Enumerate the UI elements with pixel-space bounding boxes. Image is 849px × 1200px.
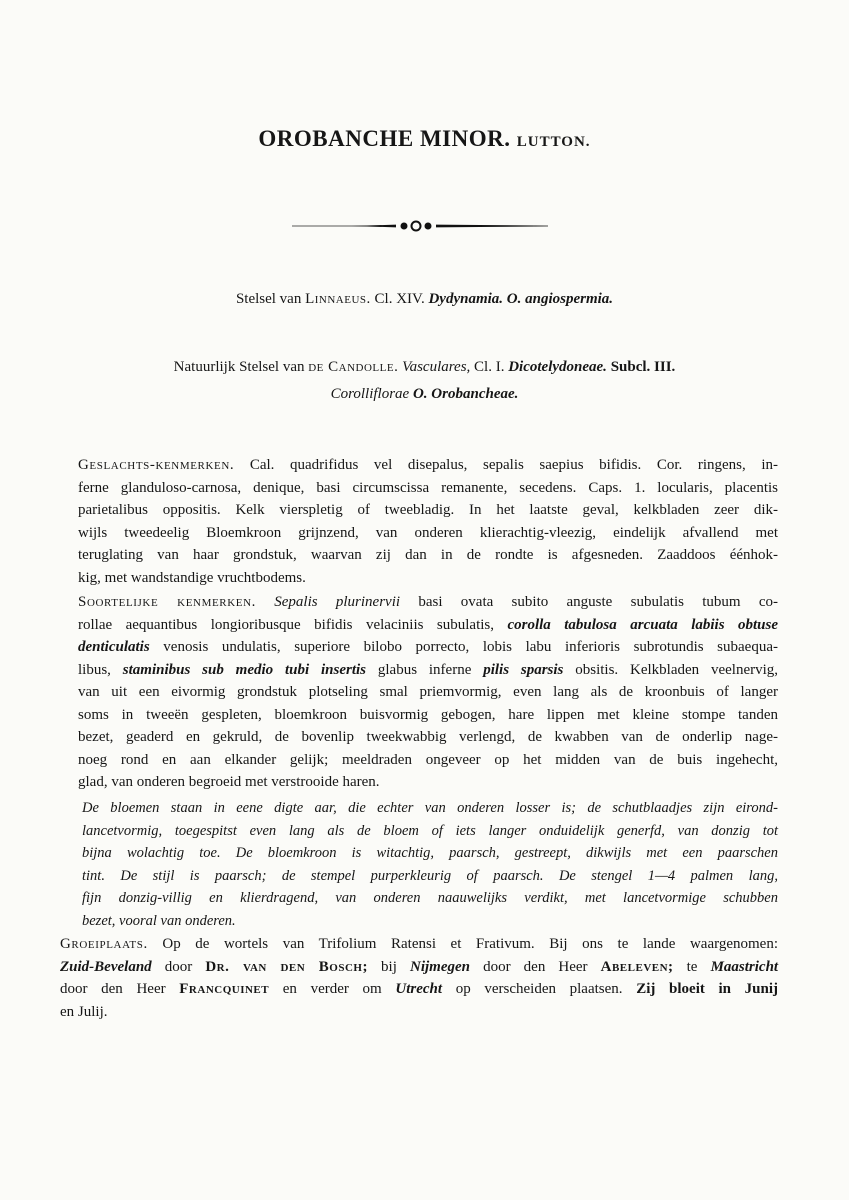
species-author: LUTTON. [516, 134, 591, 150]
linnaeus-system-line [0, 291, 849, 308]
paragraph-line: ferne glanduloso-carnosa, denique, basi circumscissa remanente, secedens. Caps. 1. locularis, placentis [78, 479, 778, 496]
text-fragment: en verder om [282, 981, 382, 997]
system-prefix: Natuurlijk Stelsel van [173, 359, 305, 375]
text-fragment: te [686, 958, 698, 975]
genus-characters-paragraph [78, 454, 778, 589]
paragraph-line: lancetvormig, toegespitst even lang als de bloem of iets langer onduidelijk generfd, van donzig tot [82, 822, 778, 839]
paragraph-line: bijna wolachtig toe. De bloemkroon is witachtig, paarsch, gestreept, dikwijls met een paarschen [82, 845, 778, 861]
latin-italic: pilis sparsis [483, 661, 564, 678]
linnaeus-name: Linnaeus. [305, 291, 371, 307]
latin-italic: staminibus sub medio tubi insertis [122, 661, 367, 678]
latin-italic: denticulatis [78, 639, 150, 655]
latin-text: obsitis. Kelkbladen veelnervig, [575, 661, 779, 678]
place-name: Utrecht [395, 981, 443, 997]
ornament-divider [292, 218, 552, 234]
latin-italic: Sepalis plurinervii [274, 594, 401, 610]
paragraph-line: teruglating van haar grondstuk, waarvan zij dan in de rondte is afgesneden. Zaaddoos éénhok- [78, 547, 778, 563]
paragraph-line: fijn donzig-villig en klierdragend, van onderen naauwelijks verdikt, met lancetvormige schubben [82, 890, 778, 906]
text-fragment: door [164, 958, 193, 975]
latin-italic: corolla tabulosa arcuata labiis obtuse [507, 616, 779, 633]
paragraph-line: tint. De stijl is paarsch; de stempel purperkleurig of paarsch. De stengel 1—4 palmen lang, [82, 867, 778, 884]
paragraph-line: bezet, vooral van onderen. [82, 912, 236, 929]
linnaeus-order: Dydynamia. [428, 291, 504, 307]
paragraph-line: De bloemen staan in eene digte aar, die echter van onderen losser is; de schutblaadjes zijn eirond- [82, 800, 778, 816]
place-name: Zuid-Beveland [60, 958, 152, 975]
paragraph-line: parietalibus oppositis. Kelk vierspletig of tweebladig. In het laatste geval, kelkbladen zeer dik- [78, 502, 778, 518]
candolle-classname: Dicotelydoneae. [508, 359, 607, 375]
genus-characters-heading: Geslachts-kenmerken. [78, 457, 235, 473]
latin-text: venosis undulatis, superiore bilobo porrecto, lobis labu inferioris subrotundis subaequa- [163, 639, 778, 655]
species-name: OROBANCHE MINOR. [258, 126, 511, 151]
habitat-heading: Groeiplaats. [60, 936, 148, 952]
habitat-paragraph [60, 933, 778, 1023]
text-fragment: op verscheiden plaatsen. [455, 981, 623, 997]
person-name: Francquinet [179, 981, 270, 997]
paragraph-line: en Julij. [60, 1003, 108, 1020]
paragraph-line: Cal. quadrifidus vel disepalus, sepalis saepius bifidis. Cor. ringens, in- [249, 457, 778, 473]
system-prefix: Stelsel van [235, 291, 302, 307]
paragraph-line: kig, met wandstandige vruchtbodems. [78, 569, 306, 586]
person-name: Dr. van den Bosch; [205, 958, 368, 975]
text-fragment: bij [381, 958, 397, 975]
linnaeus-class: Cl. XIV. [374, 291, 425, 307]
candolle-name: de Candolle. [308, 359, 399, 375]
person-name: Abeleven; [600, 958, 674, 975]
species-characters-paragraph [78, 591, 778, 794]
text-fragment: Zij bloeit in Junij [636, 981, 779, 997]
paragraph-line: van uit een eivormig grondstuk plotseling smal priemvormig, even lang als de kroonbuis of langer [78, 684, 778, 700]
paragraph-line: bezet, geaderd en gekruld, de bovenlip tweekwabbig verlengd, de kwabben van de onderlip nage- [78, 729, 778, 745]
candolle-subclassname: Corolliflorae [330, 386, 410, 402]
latin-text: rollae aequantibus longioribusque bifidis velaciniis subulatis, [78, 616, 494, 633]
species-characters-heading: Soortelijke kenmerken. [78, 594, 256, 610]
linnaeus-suborder: O. angiospermia. [506, 291, 614, 307]
paragraph-line: wijls tweedeelig Bloemkroon grijnzend, van onderen klierachtig-vleezig, eindelijk afvallend met [78, 524, 778, 541]
text-fragment: door den Heer [60, 981, 166, 997]
candolle-system-line [0, 359, 849, 376]
paragraph-line: glad, van onderen begroeid met verstrooide haren. [78, 774, 380, 790]
candolle-group: Vasculares, [402, 359, 471, 375]
paragraph-line: Op de wortels van Trifolium Ratensi et Frativum. Bij ons te lande waargenomen: [162, 936, 778, 952]
place-name: Nijmegen [409, 958, 470, 975]
latin-text: glabus inferne [377, 661, 472, 678]
latin-text: basi ovata subito anguste subulatis tubum co- [418, 594, 779, 610]
candolle-subclass: Subcl. III. [610, 359, 676, 375]
page-title [0, 126, 849, 152]
paragraph-line: soms in tweeën gespleten, bloemkroon buisvormig gebogen, hare lippen met kleine stompe tanden [78, 706, 778, 723]
place-name: Maastricht [710, 958, 779, 975]
description-paragraph [82, 797, 778, 932]
latin-text: libus, [78, 661, 111, 678]
candolle-order: O. Orobancheae. [412, 386, 519, 402]
paragraph-line: noeg rond en aan elkander gelijk; meeldraden ongeveer op het midden van de buis ingehecht, [78, 751, 778, 768]
candolle-system-line-2 [0, 386, 849, 403]
text-fragment: door den Heer [483, 958, 588, 975]
candolle-class: Cl. I. [474, 359, 505, 375]
